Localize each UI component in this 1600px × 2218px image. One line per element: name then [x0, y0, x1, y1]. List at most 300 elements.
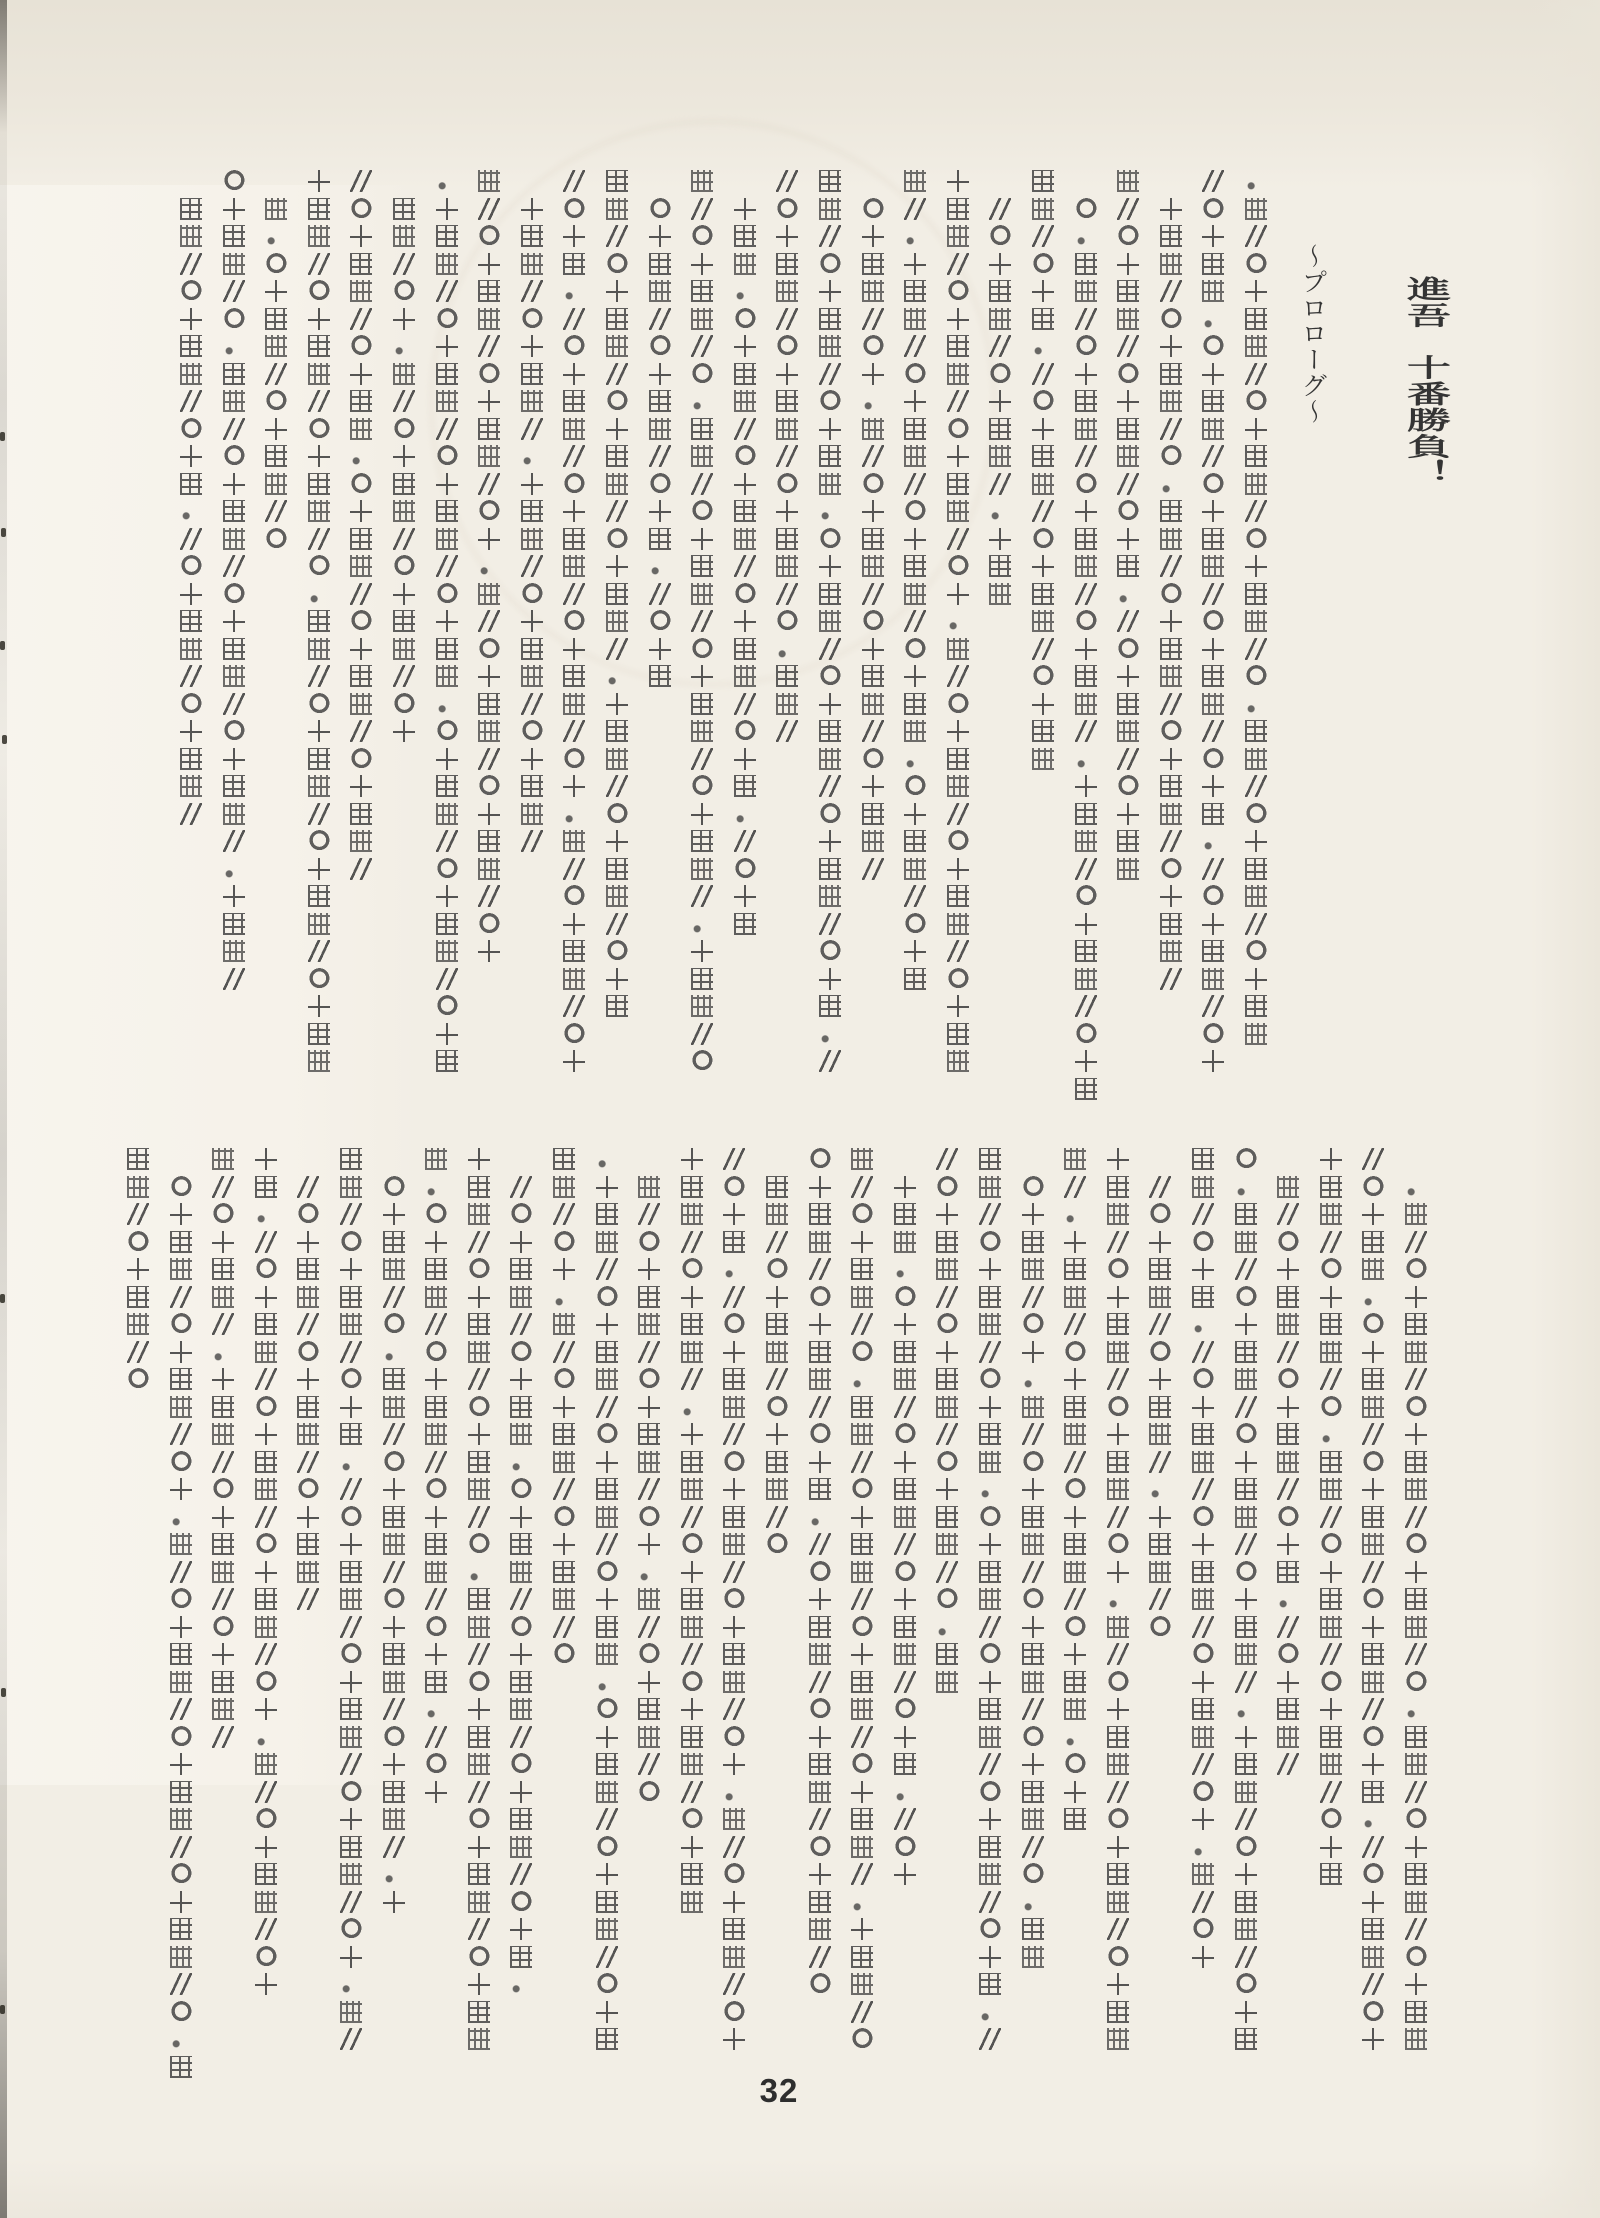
glyph-facsimile [1022, 1368, 1044, 1390]
glyph-facsimile [563, 913, 585, 935]
glyph-facsimile [691, 638, 713, 660]
glyph-facsimile [478, 913, 500, 935]
glyph-facsimile [340, 1286, 362, 1308]
glyph-facsimile [563, 253, 585, 275]
glyph-facsimile [223, 638, 245, 660]
glyph-facsimile [223, 253, 245, 275]
text-column [1202, 170, 1225, 1078]
glyph-facsimile [681, 1891, 703, 1913]
glyph-facsimile [979, 1671, 1001, 1693]
glyph-facsimile [393, 555, 415, 577]
glyph-facsimile [1075, 473, 1097, 495]
glyph-facsimile [1117, 170, 1139, 192]
glyph-facsimile [383, 1753, 405, 1775]
glyph-facsimile [265, 418, 287, 440]
glyph-facsimile [1320, 1506, 1342, 1528]
glyph-facsimile [255, 1231, 277, 1253]
glyph-facsimile [596, 1753, 618, 1775]
glyph-facsimile [1064, 1753, 1086, 1775]
glyph-facsimile [340, 1313, 362, 1335]
glyph-facsimile [862, 830, 884, 852]
glyph-facsimile [1032, 528, 1054, 550]
glyph-facsimile [1149, 1478, 1171, 1500]
glyph-facsimile [1160, 198, 1182, 220]
glyph-facsimile [1245, 418, 1267, 440]
glyph-facsimile [1032, 500, 1054, 522]
glyph-facsimile [723, 1258, 745, 1280]
glyph-facsimile [265, 198, 287, 220]
glyph-facsimile [521, 445, 543, 467]
glyph-facsimile [340, 1698, 362, 1720]
glyph-facsimile [979, 1781, 1001, 1803]
glyph-facsimile [1064, 1176, 1086, 1198]
glyph-facsimile [308, 638, 330, 660]
glyph-facsimile [308, 885, 330, 907]
glyph-facsimile [691, 693, 713, 715]
glyph-facsimile [468, 1753, 490, 1775]
glyph-facsimile [308, 803, 330, 825]
glyph-facsimile [851, 1561, 873, 1583]
glyph-facsimile [723, 1753, 745, 1775]
glyph-facsimile [1277, 1671, 1299, 1693]
glyph-facsimile [691, 335, 713, 357]
glyph-facsimile [223, 803, 245, 825]
glyph-facsimile [1277, 1203, 1299, 1225]
glyph-facsimile [1245, 583, 1267, 605]
text-column [478, 170, 501, 968]
glyph-facsimile [1235, 1643, 1257, 1665]
glyph-facsimile [1117, 610, 1139, 632]
glyph-facsimile [809, 1863, 831, 1885]
glyph-facsimile [819, 390, 841, 412]
glyph-facsimile [180, 363, 202, 385]
glyph-facsimile [809, 1423, 831, 1445]
glyph-facsimile [255, 1148, 277, 1170]
glyph-facsimile [723, 1698, 745, 1720]
glyph-facsimile [596, 1698, 618, 1720]
glyph-facsimile [862, 335, 884, 357]
glyph-facsimile [1117, 418, 1139, 440]
glyph-facsimile [947, 253, 969, 275]
glyph-facsimile [947, 1050, 969, 1072]
glyph-facsimile [1202, 390, 1224, 412]
glyph-facsimile [468, 1286, 490, 1308]
glyph-facsimile [510, 1451, 532, 1473]
glyph-facsimile [1362, 1698, 1384, 1720]
glyph-facsimile [606, 665, 628, 687]
glyph-facsimile [766, 1478, 788, 1500]
glyph-facsimile [809, 1451, 831, 1473]
glyph-facsimile [212, 1423, 234, 1445]
glyph-facsimile [979, 1863, 1001, 1885]
glyph-facsimile [1245, 638, 1267, 660]
glyph-facsimile [596, 1313, 618, 1335]
glyph-facsimile [1160, 390, 1182, 412]
glyph-facsimile [297, 1561, 319, 1583]
glyph-facsimile [936, 1231, 958, 1253]
glyph-facsimile [1160, 913, 1182, 935]
glyph-facsimile [255, 1396, 277, 1418]
glyph-facsimile [894, 1643, 916, 1665]
glyph-facsimile [979, 1396, 1001, 1418]
glyph-facsimile [681, 1396, 703, 1418]
glyph-facsimile [904, 363, 926, 385]
glyph-facsimile [1107, 1478, 1129, 1500]
glyph-facsimile [936, 1286, 958, 1308]
glyph-facsimile [894, 1478, 916, 1500]
glyph-facsimile [809, 1836, 831, 1858]
glyph-facsimile [979, 1148, 1001, 1170]
glyph-facsimile [1245, 225, 1267, 247]
glyph-facsimile [1022, 1698, 1044, 1720]
glyph-facsimile [596, 1258, 618, 1280]
glyph-facsimile [1320, 1698, 1342, 1720]
text-column [521, 198, 544, 858]
glyph-facsimile [989, 583, 1011, 605]
glyph-facsimile [596, 1781, 618, 1803]
glyph-facsimile [649, 610, 671, 632]
glyph-facsimile [766, 1176, 788, 1198]
glyph-facsimile [1235, 1231, 1257, 1253]
glyph-facsimile [383, 1808, 405, 1830]
glyph-facsimile [468, 1643, 490, 1665]
glyph-facsimile [1235, 1533, 1257, 1555]
glyph-facsimile [1320, 1368, 1342, 1390]
glyph-facsimile [862, 280, 884, 302]
glyph-facsimile [904, 858, 926, 880]
glyph-facsimile [1362, 1203, 1384, 1225]
glyph-facsimile [606, 775, 628, 797]
glyph-facsimile [563, 995, 585, 1017]
glyph-facsimile [1160, 803, 1182, 825]
glyph-facsimile [649, 253, 671, 275]
glyph-facsimile [894, 1836, 916, 1858]
glyph-facsimile [691, 748, 713, 770]
glyph-facsimile [947, 968, 969, 990]
glyph-facsimile [478, 253, 500, 275]
glyph-facsimile [947, 280, 969, 302]
glyph-facsimile [521, 198, 543, 220]
glyph-facsimile [1022, 1836, 1044, 1858]
glyph-facsimile [691, 803, 713, 825]
text-column [297, 1176, 320, 1616]
scan-speck [0, 432, 5, 441]
glyph-facsimile [553, 1176, 575, 1198]
glyph-facsimile [596, 2001, 618, 2023]
glyph-facsimile [596, 1671, 618, 1693]
glyph-facsimile [1320, 1671, 1342, 1693]
glyph-facsimile [170, 1478, 192, 1500]
glyph-facsimile [1160, 830, 1182, 852]
glyph-facsimile [383, 1451, 405, 1473]
glyph-facsimile [383, 1341, 405, 1363]
glyph-facsimile [1192, 1341, 1214, 1363]
glyph-facsimile [1202, 858, 1224, 880]
glyph-facsimile [596, 1451, 618, 1473]
glyph-facsimile [340, 2001, 362, 2023]
glyph-facsimile [809, 1946, 831, 1968]
glyph-facsimile [936, 1148, 958, 1170]
glyph-facsimile [819, 308, 841, 330]
glyph-facsimile [904, 170, 926, 192]
glyph-facsimile [340, 1918, 362, 1940]
glyph-facsimile [1107, 2001, 1129, 2023]
glyph-facsimile [936, 1478, 958, 1500]
glyph-facsimile [819, 1023, 841, 1045]
glyph-facsimile [638, 1781, 660, 1803]
glyph-facsimile [1192, 1918, 1214, 1940]
glyph-facsimile [851, 1148, 873, 1170]
glyph-facsimile [425, 1423, 447, 1445]
text-column [809, 1148, 832, 2001]
glyph-facsimile [979, 1231, 1001, 1253]
glyph-facsimile [1245, 445, 1267, 467]
glyph-facsimile [1235, 1698, 1257, 1720]
glyph-facsimile [170, 1808, 192, 1830]
glyph-facsimile [1405, 1698, 1427, 1720]
glyph-facsimile [681, 1176, 703, 1198]
glyph-facsimile [297, 1451, 319, 1473]
glyph-facsimile [340, 1671, 362, 1693]
glyph-facsimile [340, 1203, 362, 1225]
glyph-facsimile [649, 473, 671, 495]
glyph-facsimile [1235, 1616, 1257, 1638]
glyph-facsimile [255, 1753, 277, 1775]
glyph-facsimile [1075, 390, 1097, 412]
glyph-facsimile [596, 2028, 618, 2050]
glyph-facsimile [776, 418, 798, 440]
glyph-facsimile [563, 418, 585, 440]
glyph-facsimile [1235, 1286, 1257, 1308]
glyph-facsimile [170, 1396, 192, 1418]
glyph-facsimile [1405, 1616, 1427, 1638]
glyph-facsimile [553, 1423, 575, 1445]
glyph-facsimile [1320, 1451, 1342, 1473]
glyph-facsimile [553, 1396, 575, 1418]
glyph-facsimile [1202, 748, 1224, 770]
glyph-facsimile [478, 803, 500, 825]
glyph-facsimile [1202, 830, 1224, 852]
glyph-facsimile [1192, 1176, 1214, 1198]
glyph-facsimile [723, 1561, 745, 1583]
glyph-facsimile [723, 1451, 745, 1473]
text-column [468, 1148, 491, 2056]
glyph-facsimile [1320, 1616, 1342, 1638]
glyph-facsimile [904, 885, 926, 907]
glyph-facsimile [596, 1836, 618, 1858]
glyph-facsimile [1405, 1836, 1427, 1858]
glyph-facsimile [436, 830, 458, 852]
glyph-facsimile [723, 1148, 745, 1170]
glyph-facsimile [468, 1616, 490, 1638]
glyph-facsimile [563, 775, 585, 797]
glyph-facsimile [521, 803, 543, 825]
glyph-facsimile [851, 1698, 873, 1720]
glyph-facsimile [936, 1588, 958, 1610]
glyph-facsimile [350, 473, 372, 495]
glyph-facsimile [979, 1258, 1001, 1280]
glyph-facsimile [425, 1396, 447, 1418]
glyph-facsimile [1192, 1478, 1214, 1500]
glyph-facsimile [862, 473, 884, 495]
glyph-facsimile [255, 1616, 277, 1638]
glyph-facsimile [734, 803, 756, 825]
glyph-facsimile [1245, 170, 1267, 192]
glyph-facsimile [510, 1918, 532, 1940]
glyph-facsimile [596, 1341, 618, 1363]
glyph-facsimile [1032, 638, 1054, 660]
glyph-facsimile [734, 390, 756, 412]
glyph-facsimile [723, 2028, 745, 2050]
glyph-facsimile [809, 1368, 831, 1390]
glyph-facsimile [1022, 1781, 1044, 1803]
glyph-facsimile [1022, 1203, 1044, 1225]
glyph-facsimile [894, 1753, 916, 1775]
glyph-facsimile [553, 1643, 575, 1665]
text-column [691, 170, 714, 1078]
glyph-facsimile [1064, 1148, 1086, 1170]
glyph-facsimile [255, 1918, 277, 1940]
glyph-facsimile [478, 940, 500, 962]
glyph-facsimile [1202, 555, 1224, 577]
glyph-facsimile [1405, 1176, 1427, 1198]
glyph-facsimile [1202, 610, 1224, 632]
glyph-facsimile [212, 1726, 234, 1748]
glyph-facsimile [1235, 1726, 1257, 1748]
glyph-facsimile [904, 803, 926, 825]
glyph-facsimile [1160, 638, 1182, 660]
glyph-facsimile [212, 1148, 234, 1170]
glyph-facsimile [383, 1423, 405, 1445]
glyph-facsimile [425, 1231, 447, 1253]
glyph-facsimile [947, 500, 969, 522]
glyph-facsimile [947, 913, 969, 935]
glyph-facsimile [1405, 1451, 1427, 1473]
glyph-facsimile [1245, 363, 1267, 385]
text-column [989, 198, 1012, 611]
glyph-facsimile [1405, 1753, 1427, 1775]
glyph-facsimile [1235, 1451, 1257, 1473]
glyph-facsimile [170, 1698, 192, 1720]
glyph-facsimile [681, 1341, 703, 1363]
glyph-facsimile [255, 1286, 277, 1308]
glyph-facsimile [862, 253, 884, 275]
glyph-facsimile [478, 555, 500, 577]
glyph-facsimile [606, 225, 628, 247]
glyph-facsimile [255, 1588, 277, 1610]
glyph-facsimile [936, 1451, 958, 1473]
glyph-facsimile [436, 940, 458, 962]
glyph-facsimile [649, 418, 671, 440]
glyph-facsimile [393, 500, 415, 522]
glyph-facsimile [596, 1203, 618, 1225]
glyph-facsimile [223, 858, 245, 880]
glyph-facsimile [681, 1643, 703, 1665]
glyph-facsimile [393, 335, 415, 357]
glyph-facsimile [340, 1451, 362, 1473]
glyph-facsimile [563, 445, 585, 467]
glyph-facsimile [212, 1341, 234, 1363]
glyph-facsimile [170, 1451, 192, 1473]
glyph-facsimile [1245, 610, 1267, 632]
glyph-facsimile [851, 2028, 873, 2050]
glyph-facsimile [297, 1258, 319, 1280]
glyph-facsimile [606, 940, 628, 962]
glyph-facsimile [649, 390, 671, 412]
glyph-facsimile [819, 858, 841, 880]
glyph-facsimile [436, 995, 458, 1017]
glyph-facsimile [478, 858, 500, 880]
glyph-facsimile [127, 1203, 149, 1225]
glyph-facsimile [340, 1148, 362, 1170]
glyph-facsimile [809, 1671, 831, 1693]
glyph-facsimile [563, 610, 585, 632]
glyph-facsimile [1149, 1368, 1171, 1390]
glyph-facsimile [510, 1231, 532, 1253]
glyph-facsimile [1405, 1231, 1427, 1253]
glyph-facsimile [478, 445, 500, 467]
glyph-facsimile [180, 335, 202, 357]
text-column [1277, 1176, 1300, 1781]
glyph-facsimile [649, 638, 671, 660]
glyph-facsimile [894, 1781, 916, 1803]
glyph-facsimile [1032, 253, 1054, 275]
glyph-facsimile [255, 1258, 277, 1280]
glyph-facsimile [1362, 1258, 1384, 1280]
glyph-facsimile [425, 1341, 447, 1363]
glyph-facsimile [223, 885, 245, 907]
glyph-facsimile [297, 1231, 319, 1253]
glyph-facsimile [1107, 1918, 1129, 1940]
glyph-facsimile [1149, 1533, 1171, 1555]
glyph-facsimile [606, 418, 628, 440]
glyph-facsimile [1117, 858, 1139, 880]
glyph-facsimile [904, 308, 926, 330]
glyph-facsimile [1149, 1561, 1171, 1583]
glyph-facsimile [936, 1561, 958, 1583]
glyph-facsimile [606, 968, 628, 990]
glyph-facsimile [1107, 1451, 1129, 1473]
glyph-facsimile [734, 610, 756, 632]
glyph-facsimile [521, 308, 543, 330]
glyph-facsimile [425, 1313, 447, 1335]
glyph-facsimile [180, 390, 202, 412]
glyph-facsimile [1075, 418, 1097, 440]
glyph-facsimile [553, 1286, 575, 1308]
glyph-facsimile [170, 1533, 192, 1555]
glyph-facsimile [947, 638, 969, 660]
glyph-facsimile [819, 583, 841, 605]
glyph-facsimile [776, 528, 798, 550]
glyph-facsimile [649, 308, 671, 330]
glyph-facsimile [212, 1698, 234, 1720]
glyph-facsimile [681, 1313, 703, 1335]
glyph-facsimile [691, 528, 713, 550]
glyph-facsimile [383, 1258, 405, 1280]
glyph-facsimile [383, 1891, 405, 1913]
glyph-facsimile [340, 1808, 362, 1830]
glyph-facsimile [681, 1781, 703, 1803]
glyph-facsimile [436, 528, 458, 550]
glyph-facsimile [1202, 968, 1224, 990]
glyph-facsimile [340, 1973, 362, 1995]
glyph-facsimile [170, 1891, 192, 1913]
glyph-facsimile [170, 1341, 192, 1363]
glyph-facsimile [468, 1341, 490, 1363]
glyph-facsimile [723, 1533, 745, 1555]
glyph-facsimile [468, 1781, 490, 1803]
glyph-facsimile [308, 995, 330, 1017]
